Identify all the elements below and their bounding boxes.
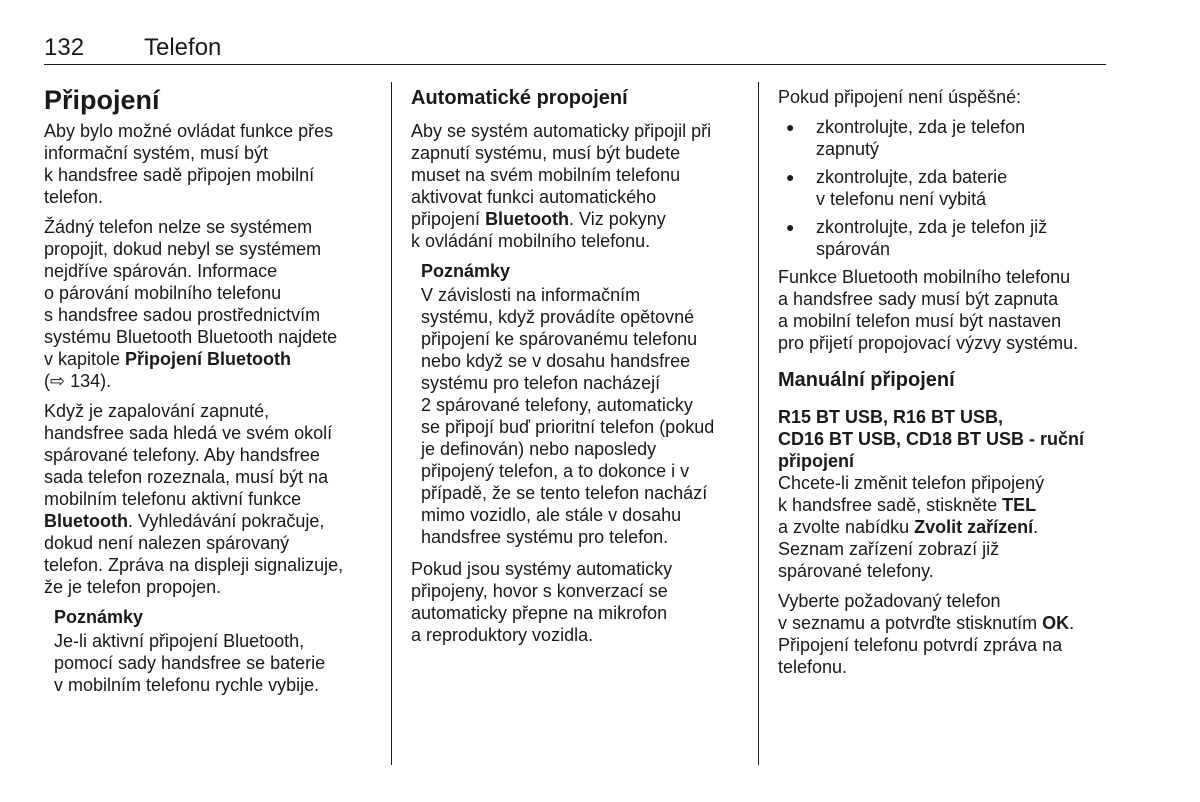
paragraph: Pokud jsou systémy automaticky připojeny, hovor s konverzací se automaticky přepne na mikrofon a reproduktory vozidla. xyxy=(411,559,673,645)
tel-key-label: TEL xyxy=(1002,495,1037,515)
page-number: 132 xyxy=(44,34,85,61)
note-box: Poznámky V závislosti na informačním systému, když provádíte opětovné připojení ke spárovanému telefonu nebo když se v dosahu handsfree systému pro telefon nacházejí 2 spárované telefony, automaticky se připojí buď prioritní telefon (pokud je definován) nebo naposledy připojený telefon, a to dokonce i v případě, že se tento telefon nachází mimo vozidlo, ale stále v dosahu handsfree systému pro telefon. xyxy=(421,260,751,548)
paragraph: Chcete-li změnit telefon připojený k handsfree sadě, stiskněte TEL a zvolte nabídku Zvolit zařízení. Seznam zařízení zobrazí již spárované telefony. xyxy=(778,473,1045,581)
header-rule xyxy=(44,64,1106,65)
paragraph: Aby se systém automaticky připojil při zapnutí systému, musí být budete muset na svém mobilním telefonu aktivovat funkci automatického připojení Bluetooth. Viz pokyny k ovládání mobilního telefonu. xyxy=(411,121,712,251)
column-divider-1 xyxy=(391,82,392,765)
section-title: Telefon xyxy=(144,34,222,61)
page-reference[interactable]: (⇨ 134). xyxy=(44,371,112,391)
column-divider-2 xyxy=(758,82,759,765)
paragraph: Aby bylo možné ovládat funkce přes informační systém, musí být k handsfree sadě připojen mobilní telefon. xyxy=(44,121,334,207)
column-3 xyxy=(778,86,1108,686)
heading-manualni-pripojeni: Manuální připojení xyxy=(778,369,955,391)
page-header xyxy=(44,34,221,62)
paragraph: Funkce Bluetooth mobilního telefonu a handsfree sady musí být zapnuta a mobilní telefon musí být nastaven pro přijetí propojovací výzvy systému. xyxy=(778,267,1079,353)
heading-automaticke-propojeni: Automatické propojení xyxy=(411,87,628,109)
note-box: Poznámky Je-li aktivní připojení Bluetooth, pomocí sady handsfree se baterie v mobilním telefonu rychle vybije. xyxy=(54,606,384,696)
paragraph: Žádný telefon nelze se systémem propojit, dokud nebyl se systémem nejdříve spárován. Informace o párování mobilního telefonu s handsfree sadou prostřednictvím systému Bluetooth Bluetooth najdete v kapitole Připojení Bluetooth (⇨ 134). xyxy=(44,216,384,392)
list-item: ● zkontrolujte, zda je telefon zapnutý xyxy=(778,116,1108,160)
note-title: Poznámky xyxy=(421,261,511,281)
list-item: ● zkontrolujte, zda baterie v telefonu není vybitá xyxy=(778,166,1108,210)
paragraph: Vyberte požadovaný telefon v seznamu a potvrďte stisknutím OK. Připojení telefonu potvrdí zpráva na telefonu. xyxy=(778,591,1075,677)
ok-key-label: OK xyxy=(1042,613,1070,633)
note-title: Poznámky xyxy=(54,607,144,627)
menu-zvolit-zarizeni: Zvolit zařízení xyxy=(914,517,1034,537)
heading-pripojeni: Připojení xyxy=(44,85,160,115)
paragraph: Když je zapalování zapnuté, handsfree sada hledá ve svém okolí spárované telefony. Aby handsfree sada telefon rozeznala, musí být na mobilním telefonu aktivní funkce Bluetooth. Vyhledávání pokračuje, dokud není nalezen spárovaný telefon. Zpráva na displeji signalizuje, že je telefon propojen. xyxy=(44,401,344,597)
column-1 xyxy=(44,84,384,696)
bullet-list xyxy=(778,116,1108,260)
link-pripojeni-bluetooth[interactable]: Připojení Bluetooth xyxy=(125,349,292,369)
list-item: ● zkontrolujte, zda je telefon již spárován xyxy=(778,216,1108,260)
subheading-models: R15 BT USB, R16 BT USB, CD16 BT USB, CD18 BT USB - ruční připojení xyxy=(778,407,1085,471)
column-2 xyxy=(411,86,751,654)
intro-text: Pokud připojení není úspěšné: xyxy=(778,87,1022,107)
